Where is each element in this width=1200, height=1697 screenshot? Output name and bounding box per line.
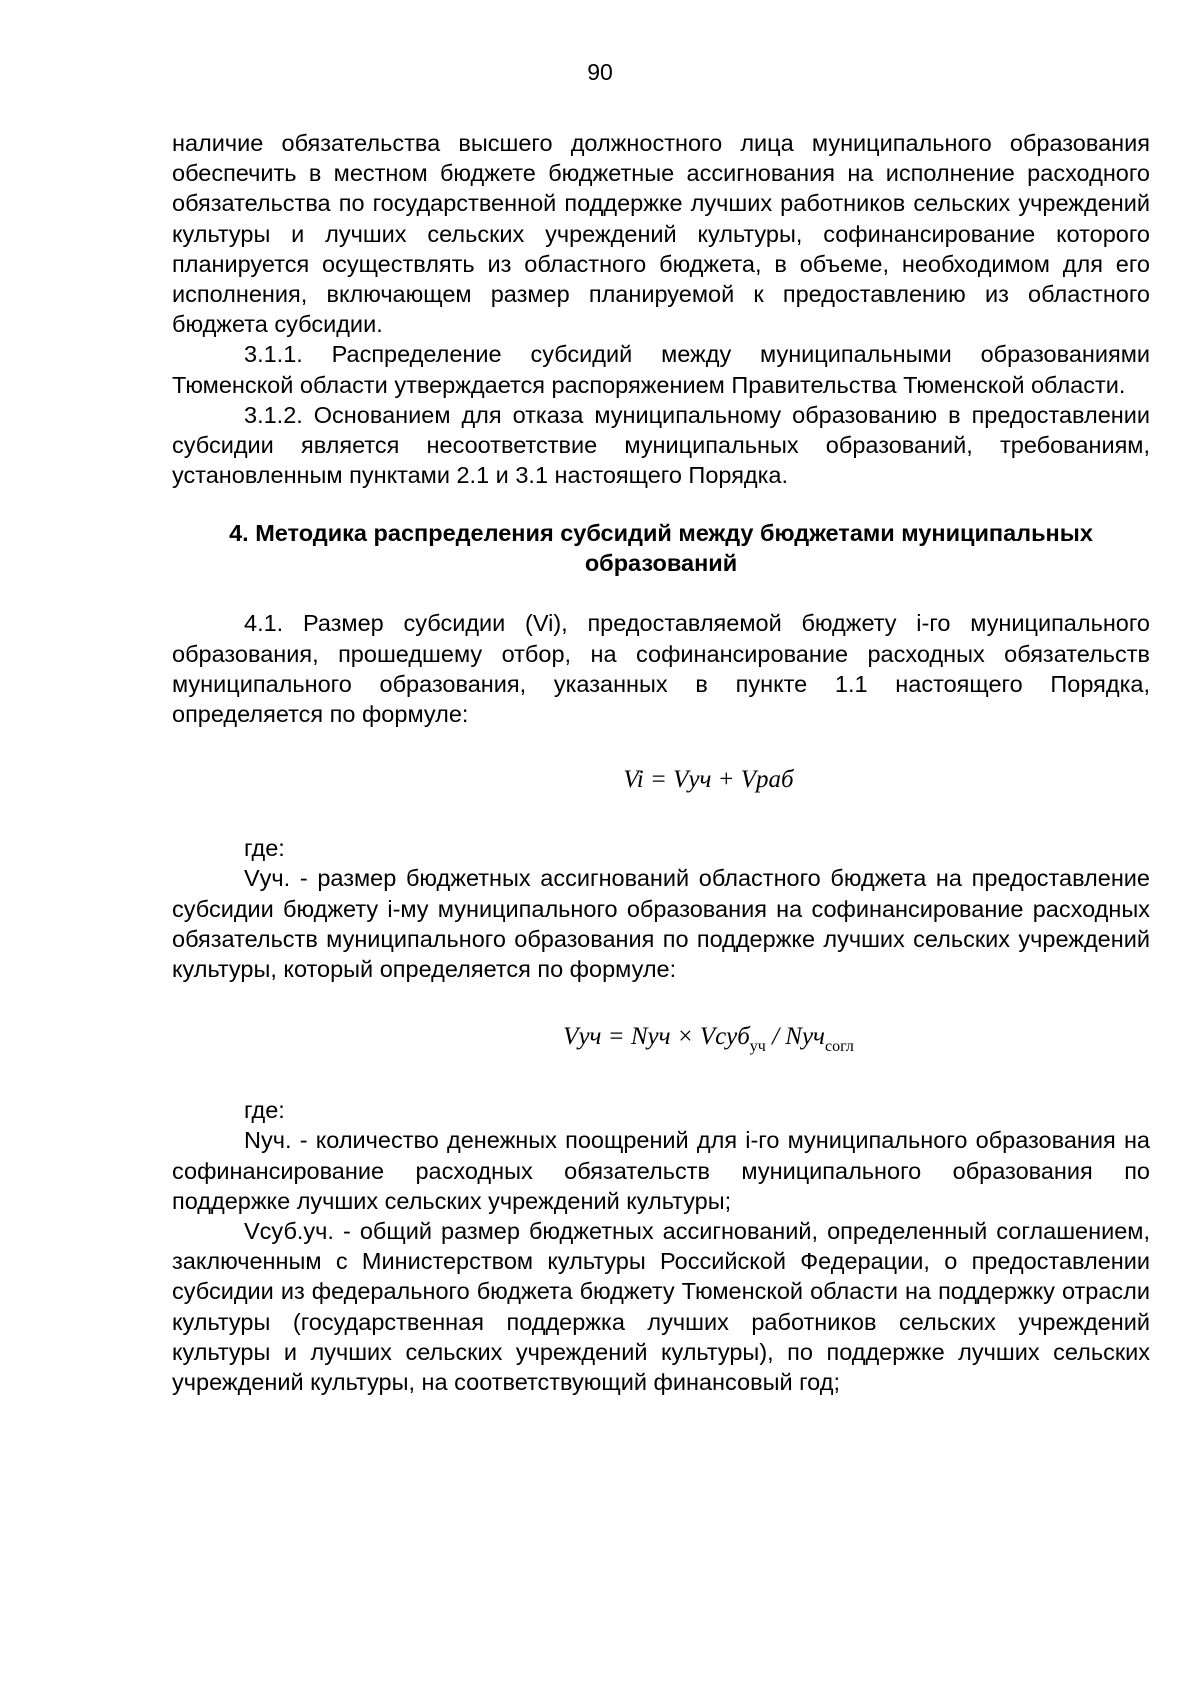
formula-vuch-lhs: Vуч = Nуч × Vсуб <box>563 1023 750 1051</box>
formula-vuch-divisor: / Nуч <box>765 1023 825 1051</box>
paragraph-obligation: наличие обязательства высшего должностного лица муниципального образования обеспечить в местном бюджете бюджетные ассигнования на исполнение расходного обязательства по государственной поддержке лучших работников сельских учреждений культуры и лучших сельских учреждений культуры, софинансирование которого планируется осуществлять из областного бюджета, в объеме, необходимом для его исполнения, включающем размер планируемой к предоставлению из областного бюджета субсидии. <box>172 130 1150 338</box>
where-label-1: где: <box>244 835 285 862</box>
definition-vsub-uch: Vсуб.уч. - общий размер бюджетных ассигнований, определенный соглашением, заключенным с Министерством культуры Российской Федерации, о предоставлении субсидии из федерального бюджета бюджету Тюменской области на поддержку отрасли культуры (государственная поддержка лучших работников сельских учреждений культуры и лучших сельских учреждений культуры), по поддержке лучших сельских учреждений культуры, на соответствующий финансовый год; <box>172 1218 1150 1396</box>
definition-vuch: Vуч. - размер бюджетных ассигнований областного бюджета на предоставление субсидии бюджету i-му муниципального образования на софинансирование расходных обязательств муниципального образования по поддержке лучших сельских учреждений культуры, который определяется по формуле: <box>172 865 1150 983</box>
page-number: 90 <box>587 59 613 85</box>
document-body <box>172 128 1150 1397</box>
where-label-2: где: <box>244 1097 285 1124</box>
formula-vuch-subscript-uch: уч <box>749 1038 766 1056</box>
definition-nuch: Nуч. - количество денежных поощрений для i-го муниципального образования на софинансирование расходных обязательств муниципального образования по поддержке лучших сельских учреждений культуры; <box>172 1127 1150 1214</box>
section-heading: 4. Методика распределения субсидий между бюджетами муниципальных образований <box>229 520 1093 577</box>
formula-vuch-subscript-sogl: согл <box>824 1038 854 1056</box>
paragraph-4-1: 4.1. Размер субсидии (Vi), предоставляемой бюджету i-го муниципального образования, прошедшему отбор, на софинансирование расходных обязательств муниципального образования, указанных в пункте 1.1 настоящего Порядка, определяется по формуле: <box>172 610 1150 728</box>
formula-vi: Vi = Vуч + Vраб <box>623 766 794 794</box>
paragraph-3-1-1: 3.1.1. Распределение субсидий между муниципальными образованиями Тюменской области утверждается распоряжением Правительства Тюменской области. <box>172 341 1150 398</box>
paragraph-3-1-2: 3.1.2. Основанием для отказа муниципальному образованию в предоставлении субсидии является несоответствие муниципальных образований, требованиям, установленным пунктами 2.1 и 3.1 настоящего Порядка. <box>172 401 1150 489</box>
formula-vuch <box>172 1022 1150 1055</box>
